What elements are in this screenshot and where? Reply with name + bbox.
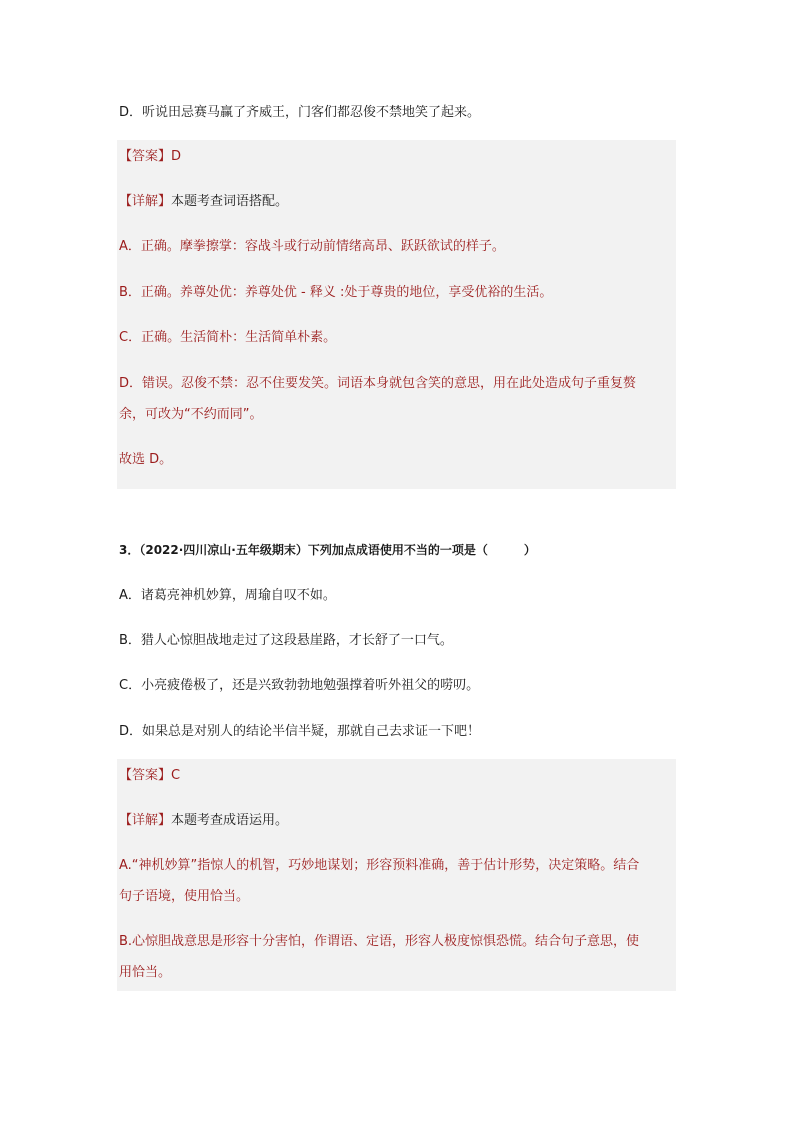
- explanation-b-line2: 用恰当。: [119, 965, 172, 980]
- explanation-b-line1: B.心惊胆战意思是形容十分害怕，作谓语、定语，形容人极度惊惧恐慌。结合句子意思，使: [119, 934, 640, 949]
- explanation-d-line1: D．错误。忍俊不禁：忍不住要发笑。词语本身就包含笑的意思，用在此处造成句子重复赘: [119, 376, 637, 391]
- q2-option-d: D．听说田忌赛马赢了齐威王，门客们都忍俊不禁地笑了起来。: [119, 105, 481, 120]
- detail-tag: 【详解】: [119, 194, 172, 209]
- answer-tag: 【答案】: [119, 149, 172, 164]
- explanation-c: C．正确。生活简朴：生活简单朴素。: [119, 330, 337, 345]
- q3-option-a: A．诸葛亮神机妙算，周瑜自叹不如。: [119, 588, 336, 603]
- q3-option-d: D．如果总是对别人的结论半信半疑，那就自己去求证一下吧！: [119, 724, 481, 739]
- explanation-a-line2: 句子语境，使用恰当。: [119, 889, 250, 904]
- explanation-b: B．正确。养尊处优：养尊处优 - 释义 :处于尊贵的地位，享受优裕的生活。: [119, 285, 553, 300]
- q3-stem: 3．（2022·四川凉山·五年级期末）下列加点成语使用不当的一项是（ ）: [119, 543, 536, 557]
- detail-text: 本题考查成语运用。: [171, 813, 289, 828]
- detail-text: 本题考查词语搭配。: [171, 194, 289, 209]
- detail-line: [119, 193, 288, 211]
- answer-tag: 【答案】: [119, 768, 172, 783]
- q3-option-b: B．猎人心惊胆战地走过了这段悬崖路，才长舒了一口气。: [119, 633, 453, 648]
- explanation-d-line2: 余，可改为“不约而同”。: [119, 407, 263, 422]
- answer-value: D: [171, 149, 182, 164]
- detail-tag: 【详解】: [119, 813, 172, 828]
- answer-line: [119, 148, 181, 166]
- q3-option-c: C．小亮疲倦极了，还是兴致勃勃地勉强撑着听外祖父的唠叨。: [119, 678, 480, 693]
- answer-box-1: [117, 140, 676, 489]
- detail-line: [119, 812, 288, 830]
- answer-box-2: [117, 759, 676, 991]
- answer-value: C: [171, 768, 181, 783]
- conclusion: 故选 D。: [119, 452, 173, 467]
- answer-line: [119, 767, 180, 785]
- explanation-a-line1: A.“神机妙算”指惊人的机智，巧妙地谋划；形容预料准确，善于估计形势，决定策略。结合: [119, 858, 640, 873]
- explanation-a: A．正确。摩拳擦掌：容战斗或行动前情绪高昂、跃跃欲试的样子。: [119, 239, 505, 254]
